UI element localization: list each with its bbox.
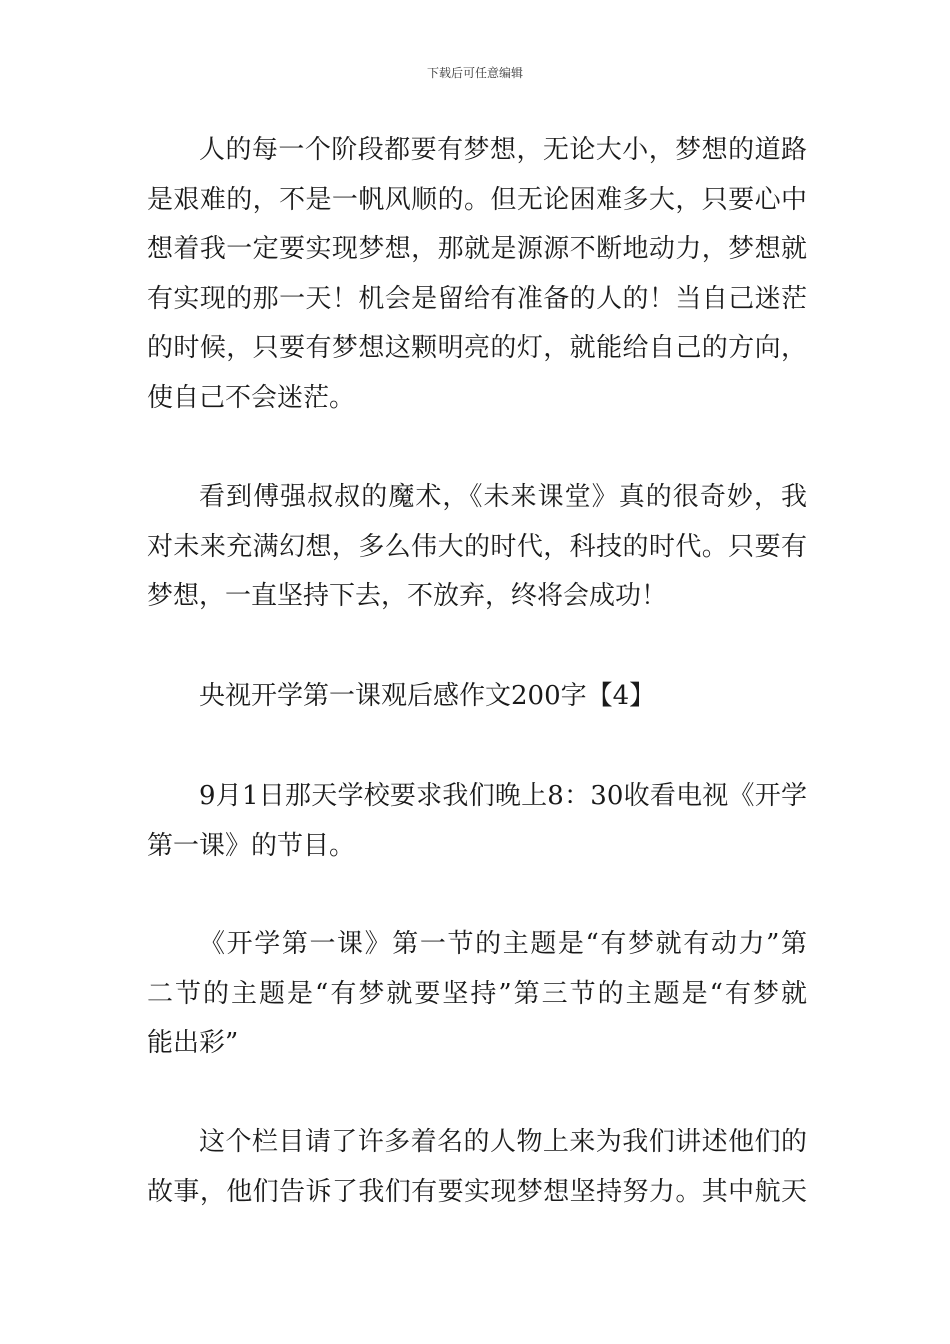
paragraph-5 [147, 1118, 807, 1217]
paragraph-line: 这个栏目请了许多着名的人物上来为我们讲述他们的 [199, 1127, 807, 1157]
paragraph-1 [147, 126, 807, 424]
paragraph-line: 二节的主题是“有梦就要坚持”第三节的主题是“有梦就 [147, 978, 807, 1009]
paragraph-line: 是艰难的，不是一帆风顺的。但无论困难多大，只要心中 [147, 184, 807, 215]
heading-line: 央视开学第一课观后感作文200字【4】 [199, 681, 656, 711]
paragraph-line: 故事，他们告诉了我们有要实现梦想坚持努力。其中航天 [147, 1176, 807, 1207]
paragraph-line: 梦想，一直坚持下去，不放弃，终将会成功！ [147, 581, 668, 612]
paragraph-line: 对未来充满幻想，多么伟大的时代，科技的时代。只要有 [147, 531, 807, 562]
paragraph-line: 9月1日那天学校要求我们晚上8：30收看电视《开学 [199, 781, 807, 811]
paragraph-2 [147, 473, 807, 622]
paragraph-3 [147, 772, 807, 871]
paragraph-line: 能出彩” [147, 1028, 239, 1059]
paragraph-line: 的时候，只要有梦想这颗明亮的灯，就能给自己的方向， [147, 333, 807, 364]
paragraph-line: 看到傅强叔叔的魔术，《未来课堂》真的很奇妙，我 [199, 482, 807, 512]
paragraph-line: 《开学第一课》第一节的主题是“有梦就有动力”第 [199, 929, 807, 959]
paragraph-line: 使自己不会迷茫。 [147, 382, 356, 413]
paragraph-line: 人的每一个阶段都要有梦想，无论大小，梦想的道路 [199, 135, 807, 165]
paragraph-line: 第一课》的节目。 [147, 830, 356, 861]
paragraph-4 [147, 920, 807, 1069]
section-heading [147, 672, 807, 722]
paragraph-line: 有实现的那一天！机会是留给有准备的人的！当自己迷茫 [147, 283, 807, 314]
page-header: 下载后可任意编辑 [426, 66, 523, 80]
paragraph-line: 想着我一定要实现梦想，那就是源源不断地动力，梦想就 [147, 234, 807, 265]
